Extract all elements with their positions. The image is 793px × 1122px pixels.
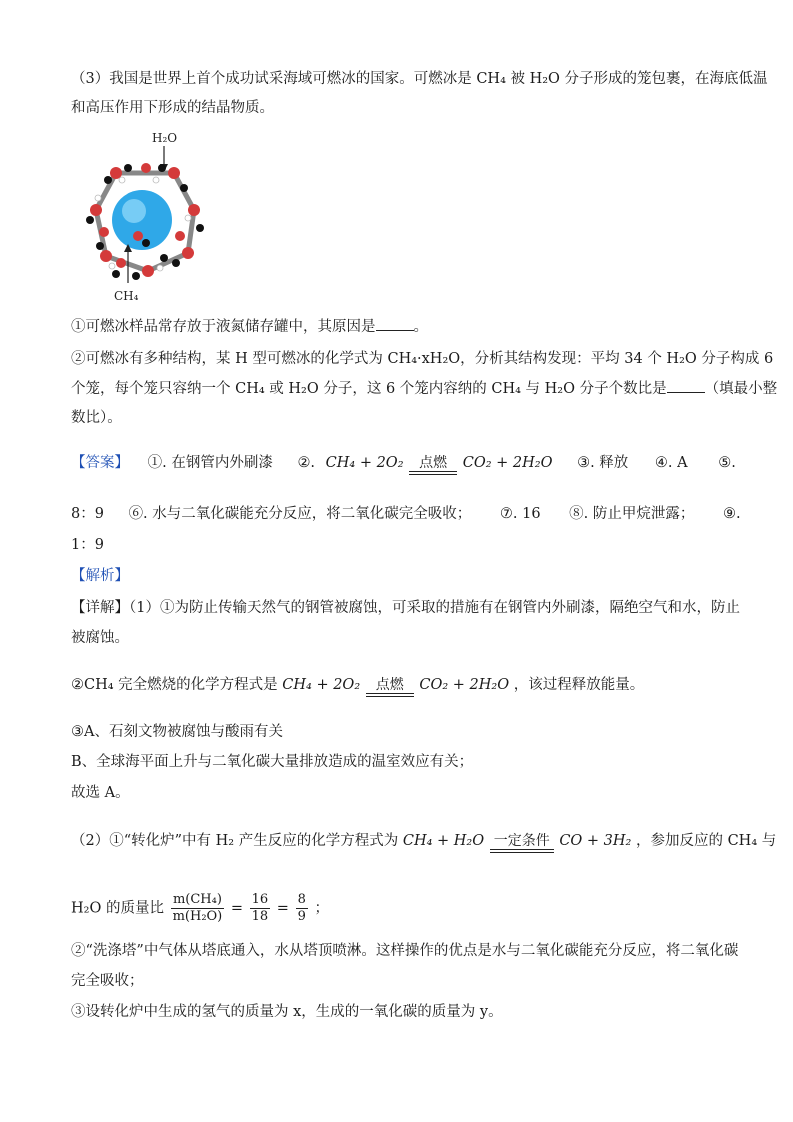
q3-sub1: ①可燃冰样品常存放于液氮储存罐中，其原因是 。: [71, 316, 428, 338]
answer-blank-2[interactable]: [667, 378, 705, 393]
answer-line3: 1：9: [71, 537, 104, 553]
answer-line1: 【答案】 ①. 在钢管内外刷漆 ②. CH₄ + 2O₂ 点燃 CO₂ + 2H₂O ③. 释放 ④. A ⑤.: [71, 452, 736, 479]
analysis-d1-line1: 【详解】（1）①为防止传输天然气的钢管被腐蚀，可采取的措施有在钢管内外刷漆，隔绝空气和水，防止: [71, 600, 740, 616]
analysis-d3b: B、全球海平面上升与二氧化碳大量排放造成的温室效应有关；: [71, 754, 474, 770]
q3-intro-line2: 和高压作用下形成的结晶物质。: [71, 100, 274, 116]
analysis-d2: ②CH₄ 完全燃烧的化学方程式是 CH₄ + 2O₂ 点燃 CO₂ + 2H₂O ，该过程释放能量。: [71, 674, 644, 701]
analysis-d1-line2: 被腐蚀。: [71, 630, 129, 646]
ratio-fraction-1: $\frac{16}{18}$: [251, 892, 269, 924]
analysis-wash-line2: 完全吸收；: [71, 973, 144, 989]
q3-intro-line1: （3）我国是世界上首个成功试采海域可燃冰的国家。可燃冰是 CH₄ 被 H₂O 分子形成的笼包裹，在海底低温: [71, 71, 768, 87]
analysis-wash-line3: ③设转化炉中生成的氢气的质量为 x，生成的一氧化碳的质量为 y。: [71, 1004, 503, 1020]
analysis-ratio: H₂O 的质量比 $\frac{\text{m(CH₄)}}{\text{m(H₂O)}}$ = $\frac{16}{18}$ = $\frac{8}{9}$ ；: [71, 892, 329, 924]
answer-blank-1[interactable]: [376, 316, 414, 331]
clathrate-figure: [76, 128, 216, 307]
label-h2o: H₂O: [152, 131, 178, 145]
label-ch4: CH₄: [114, 289, 139, 303]
answer-line2: 8：9 ⑥. 水与二氧化碳能充分反应，将二氧化碳完全吸收； ⑦. 16 ⑧. 防止甲烷泄露； ⑨.: [71, 506, 741, 522]
q3-sub2-line3: 数比）。: [71, 410, 122, 426]
reaction-condition: 点燃: [409, 455, 457, 479]
q3-sub2-line2: 个笼，每个笼只容纳一个 CH₄ 或 H₂O 分子，这 6 个笼内容纳的 CH₄ 与 H₂O 分子个数比是 （填最小整: [71, 378, 777, 400]
q3-sub2-line1: ②可燃冰有多种结构，某 H 型可燃冰的化学式为 CH₄·xH₂O，分析其结构发现：平均 34 个 H₂O 分子构成 6: [71, 351, 774, 367]
analysis-tag: 【解析】: [71, 568, 129, 584]
ratio-fraction-2: $\frac{8}{9}$: [297, 892, 306, 924]
analysis-d3c: 故选 A。: [71, 785, 130, 801]
analysis-wash-line1: ②“洗涤塔”中气体从塔底通入，水从塔顶喷淋。这样操作的优点是水与二氧化碳能充分反应，将二氧化碳: [71, 943, 739, 959]
analysis-p2: （2）①“转化炉”中有 H₂ 产生反应的化学方程式为 CH₄ + H₂O 一定条件 CO + 3H₂ ，参加反应的 CH₄ 与: [71, 830, 776, 857]
answer-tag: 【答案】: [71, 455, 129, 471]
analysis-d3a: ③A、石刻文物被腐蚀与酸雨有关: [71, 724, 283, 740]
ratio-fraction-mass: $\frac{\text{m(CH₄)}}{\text{m(H₂O)}}$: [172, 892, 223, 924]
